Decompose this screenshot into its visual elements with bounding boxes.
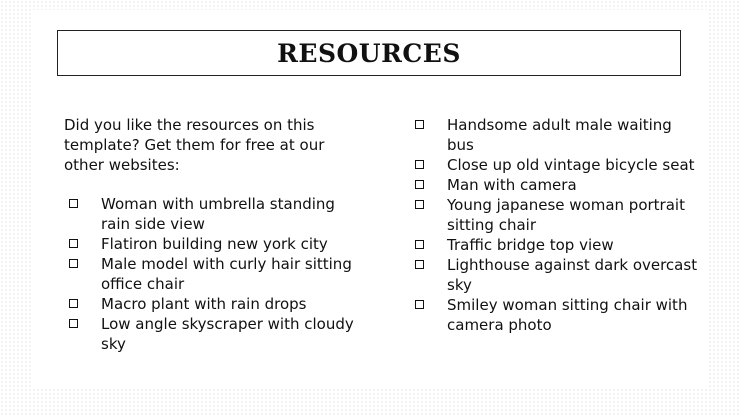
list-item	[64, 234, 364, 254]
resource-link[interactable]: Woman with umbrella standing rain side view	[101, 195, 335, 233]
right-column	[410, 115, 700, 335]
resource-link[interactable]: Lighthouse against dark overcast sky	[447, 256, 698, 294]
resource-link[interactable]: Flatiron building new york city	[101, 235, 328, 253]
resource-link[interactable]: Young japanese woman portrait sitting chair	[447, 196, 685, 234]
checkbox-icon	[69, 259, 78, 268]
intro-text: Did you like the resources on this template? Get them for free at our other websites:	[64, 116, 325, 174]
checkbox-icon	[415, 120, 424, 129]
resource-link[interactable]: Low angle skyscraper with cloudy sky	[101, 315, 354, 353]
resource-link[interactable]: Traffic bridge top view	[447, 236, 614, 254]
list-item	[64, 314, 364, 354]
list-item	[410, 255, 700, 295]
checkbox-icon	[69, 319, 78, 328]
list-item	[64, 254, 364, 294]
list-item	[64, 194, 364, 234]
checkbox-icon	[415, 180, 424, 189]
list-item	[410, 155, 700, 175]
list-item	[64, 294, 364, 314]
checkbox-icon	[415, 200, 424, 209]
resource-link[interactable]: Male model with curly hair sitting office chair	[101, 255, 352, 293]
list-item	[410, 235, 700, 255]
resource-list-left	[64, 194, 364, 354]
checkbox-icon	[415, 160, 424, 169]
page-title: RESOURCES	[277, 38, 461, 68]
resource-link[interactable]: Smiley woman sitting chair with camera photo	[447, 296, 688, 334]
checkbox-icon	[69, 299, 78, 308]
list-item	[410, 295, 700, 335]
checkbox-icon	[69, 239, 78, 248]
list-item	[410, 115, 700, 155]
checkbox-icon	[415, 260, 424, 269]
resource-link[interactable]: Macro plant with rain drops	[101, 295, 307, 313]
checkbox-icon	[415, 240, 424, 249]
left-column	[64, 115, 364, 354]
checkbox-icon	[415, 300, 424, 309]
list-item	[410, 175, 700, 195]
list-item	[410, 195, 700, 235]
resource-link[interactable]: Handsome adult male waiting bus	[447, 116, 672, 154]
resource-list-right	[410, 115, 700, 335]
resource-link[interactable]: Close up old vintage bicycle seat	[447, 156, 695, 174]
title-box	[57, 30, 681, 76]
resource-link[interactable]: Man with camera	[447, 176, 577, 194]
checkbox-icon	[69, 199, 78, 208]
